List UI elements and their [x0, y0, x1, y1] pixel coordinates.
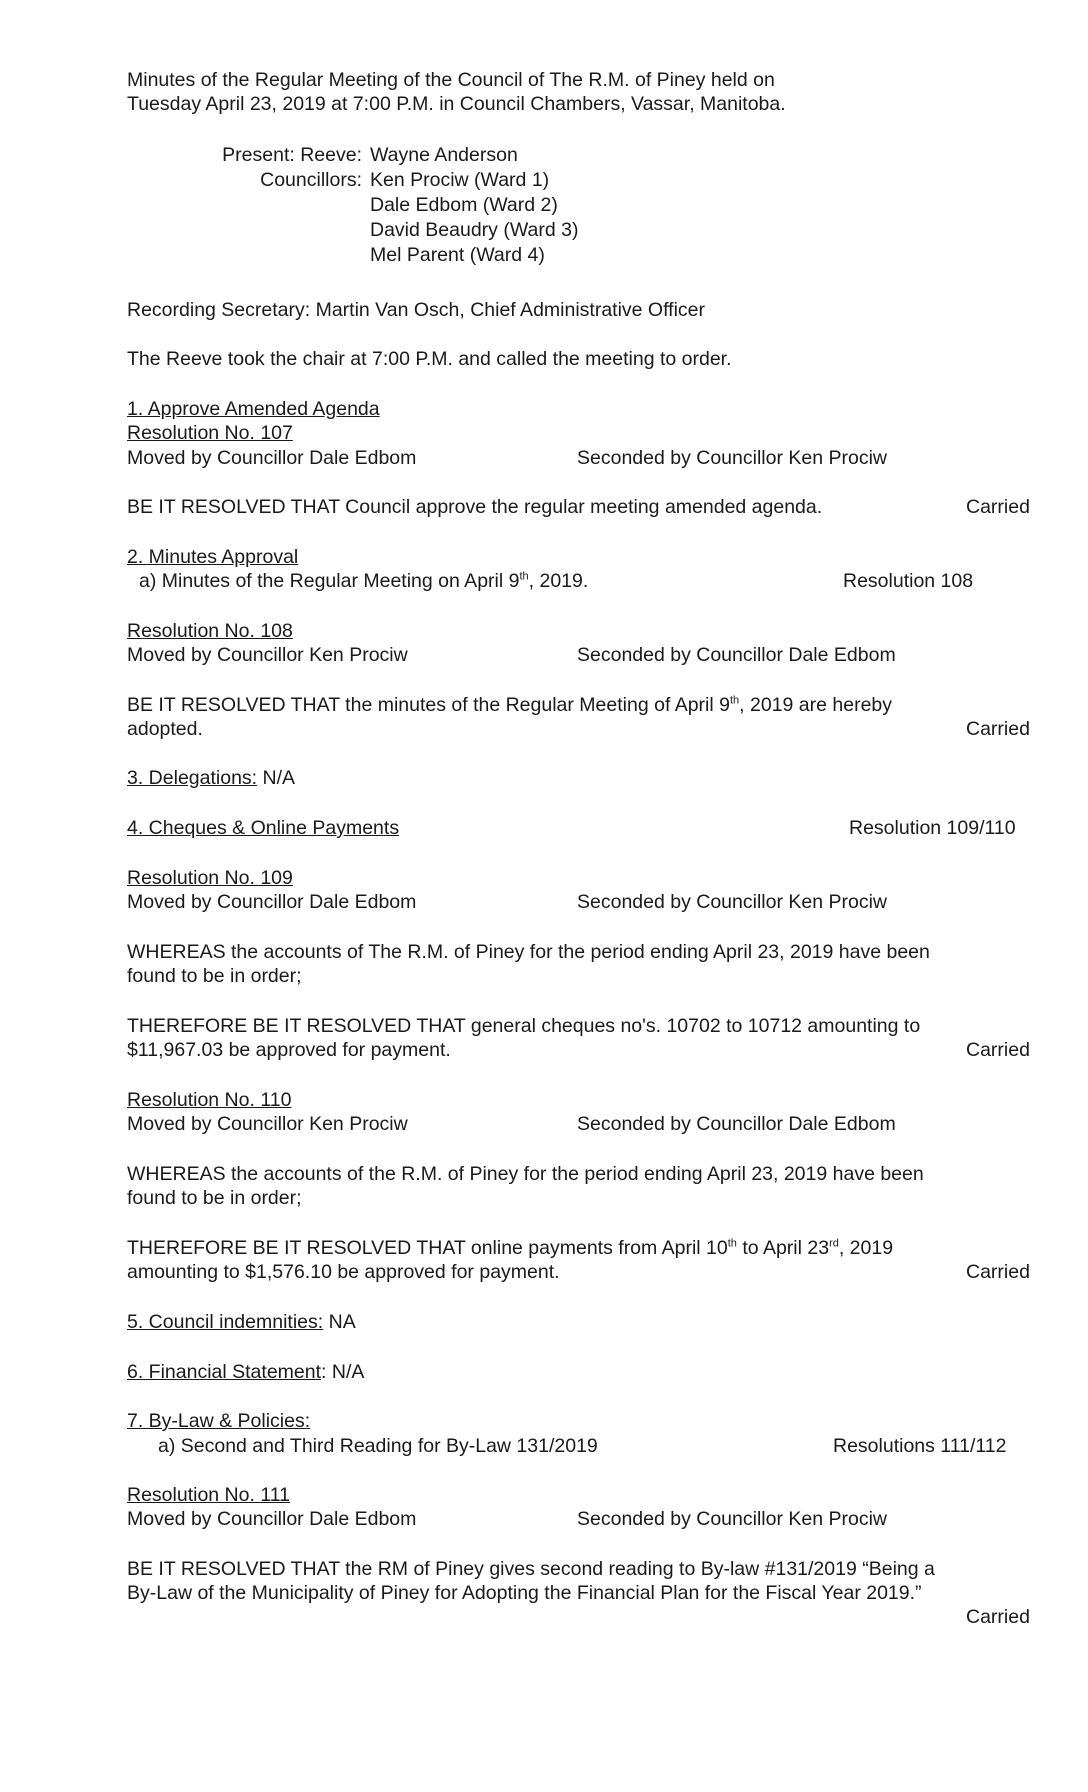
resolution-107-moved: Moved by Councillor Dale Edbom: [127, 447, 417, 469]
section-2-item-a-ref: Resolution 108: [843, 570, 974, 592]
section-7-item-a: a) Second and Third Reading for By-Law 131/2019: [158, 1435, 598, 1457]
councillor-2: Dale Edbom (Ward 2): [370, 194, 558, 216]
section-2-heading: 2. Minutes Approval: [127, 546, 299, 568]
resolution-110-whereas-1: WHEREAS the accounts of the R.M. of Piney for the period ending April 23, 2019 have been: [127, 1163, 924, 1185]
section-7-item-a-ref: Resolutions 111/112: [833, 1435, 1007, 1457]
section-6: 6. Financial Statement: N/A: [127, 1361, 365, 1383]
resolution-111-text-2: By-Law of the Municipality of Piney for Adopting the Financial Plan for the Fiscal Year 2019.”: [127, 1582, 922, 1604]
councillor-1: Ken Prociw (Ward 1): [370, 169, 550, 191]
resolution-107-number: Resolution No. 107: [127, 422, 293, 444]
section-5: 5. Council indemnities: NA: [127, 1311, 356, 1333]
resolution-108-text-2: adopted.: [127, 718, 203, 740]
resolution-107-status: Carried: [966, 496, 1030, 518]
resolution-107-text: BE IT RESOLVED THAT Council approve the regular meeting amended agenda.: [127, 496, 823, 518]
section-3: 3. Delegations: N/A: [127, 767, 296, 789]
resolution-110-whereas-2: found to be in order;: [127, 1187, 302, 1209]
reeve-name: Wayne Anderson: [370, 144, 518, 166]
resolution-109-therefore-2: $11,967.03 be approved for payment.: [127, 1039, 451, 1061]
resolution-109-whereas-2: found to be in order;: [127, 965, 302, 987]
resolution-110-therefore-2: amounting to $1,576.10 be approved for payment.: [127, 1261, 560, 1283]
resolution-110-seconded: Seconded by Councillor Dale Edbom: [577, 1113, 896, 1135]
resolution-109-therefore-1: THEREFORE BE IT RESOLVED THAT general cheques no's. 10702 to 10712 amounting to: [127, 1015, 921, 1037]
present-reeve-label: Present: Reeve:: [222, 144, 362, 166]
header-line-2: Tuesday April 23, 2019 at 7:00 P.M. in Council Chambers, Vassar, Manitoba.: [127, 93, 786, 115]
section-7-heading: 7. By-Law & Policies:: [127, 1410, 311, 1432]
resolution-109-status: Carried: [966, 1039, 1030, 1061]
resolution-110-moved: Moved by Councillor Ken Prociw: [127, 1113, 408, 1135]
resolution-108-seconded: Seconded by Councillor Dale Edbom: [577, 644, 896, 666]
resolution-107-seconded: Seconded by Councillor Ken Prociw: [577, 447, 888, 469]
resolution-108-number: Resolution No. 108: [127, 620, 293, 642]
resolution-109-whereas-1: WHEREAS the accounts of The R.M. of Piney for the period ending April 23, 2019 have been: [127, 941, 930, 963]
section-1-heading: 1. Approve Amended Agenda: [127, 398, 380, 420]
section-4-heading: 4. Cheques & Online Payments: [127, 817, 400, 839]
resolution-111-moved: Moved by Councillor Dale Edbom: [127, 1508, 417, 1530]
call-to-order: The Reeve took the chair at 7:00 P.M. and called the meeting to order.: [127, 348, 732, 370]
resolution-109-moved: Moved by Councillor Dale Edbom: [127, 891, 417, 913]
resolution-111-number: Resolution No. 111: [127, 1484, 290, 1506]
resolution-108-text-1: BE IT RESOLVED THAT the minutes of the Regular Meeting of April 9th, 2019 are hereby: [127, 694, 893, 716]
councillor-3: David Beaudry (Ward 3): [370, 219, 579, 241]
resolution-111-seconded: Seconded by Councillor Ken Prociw: [577, 1508, 888, 1530]
councillor-4: Mel Parent (Ward 4): [370, 244, 545, 266]
resolution-110-status: Carried: [966, 1261, 1030, 1283]
resolution-110-therefore-1: THEREFORE BE IT RESOLVED THAT online payments from April 10th to April 23rd, 2019: [127, 1237, 894, 1259]
resolution-111-text-1: BE IT RESOLVED THAT the RM of Piney gives second reading to By-law #131/2019 “Being a: [127, 1558, 935, 1580]
resolution-108-moved: Moved by Councillor Ken Prociw: [127, 644, 408, 666]
recording-secretary: Recording Secretary: Martin Van Osch, Chief Administrative Officer: [127, 299, 706, 321]
resolution-111-status: Carried: [966, 1606, 1030, 1628]
resolution-110-number: Resolution No. 110: [127, 1089, 292, 1111]
resolution-108-status: Carried: [966, 718, 1030, 740]
resolution-109-number: Resolution No. 109: [127, 867, 293, 889]
section-2-item-a: a) Minutes of the Regular Meeting on April 9th, 2019.: [139, 570, 589, 592]
councillors-label: Councillors:: [260, 169, 362, 191]
header-line-1: Minutes of the Regular Meeting of the Council of The R.M. of Piney held on: [127, 69, 775, 91]
resolution-109-seconded: Seconded by Councillor Ken Prociw: [577, 891, 888, 913]
section-4-ref: Resolution 109/110: [849, 817, 1016, 839]
